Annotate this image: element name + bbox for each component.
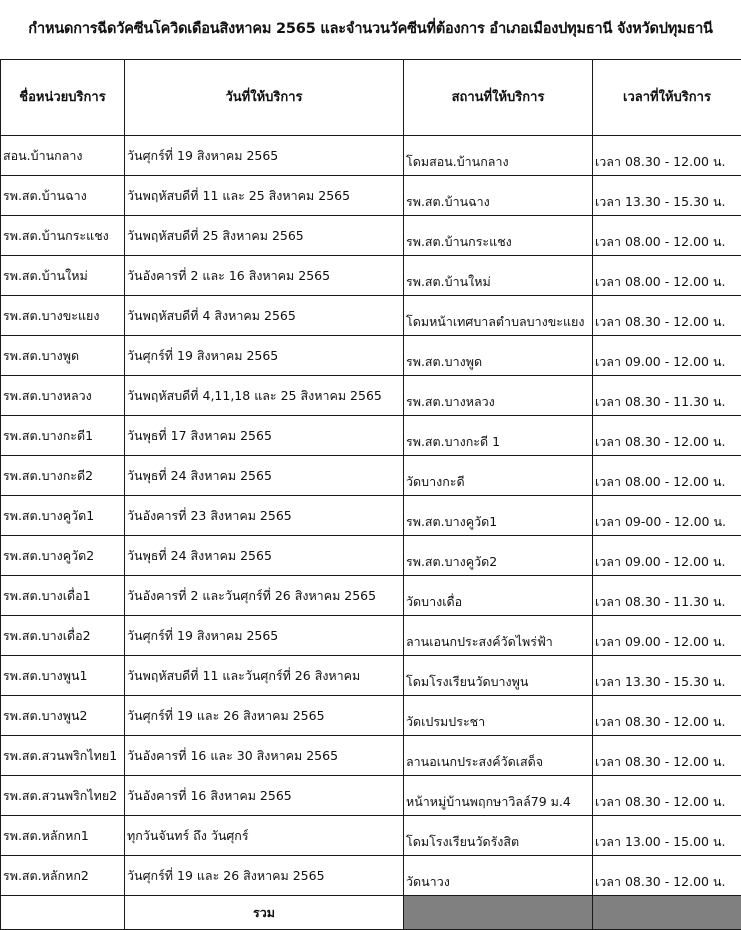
service-date-cell: วันพฤหัสบดีที่ 4 สิงหาคม 2565 bbox=[125, 296, 404, 336]
total-spacer bbox=[1, 896, 125, 930]
unit-name-cell: รพ.สต.บางขะแยง bbox=[1, 296, 125, 336]
service-date-cell: วันอังคารที่ 16 และ 30 สิงหาคม 2565 bbox=[125, 736, 404, 776]
header-service-date: วันที่ให้บริการ bbox=[125, 60, 404, 136]
service-place-cell: วัดบางเดื่อ bbox=[404, 576, 593, 616]
service-time-cell: เวลา 08.30 - 12.00 น. bbox=[593, 736, 741, 776]
table-body bbox=[1, 136, 741, 896]
total-label: รวม bbox=[125, 896, 404, 930]
unit-name-cell: สอน.บ้านกลาง bbox=[1, 136, 125, 176]
total-row bbox=[1, 896, 741, 930]
unit-name-cell: รพ.สต.บางพูด bbox=[1, 336, 125, 376]
service-time-cell: เวลา 09.00 - 12.00 น. bbox=[593, 616, 741, 656]
service-time-cell: เวลา 08.00 - 12.00 น. bbox=[593, 256, 741, 296]
table-row bbox=[1, 256, 741, 296]
unit-name-cell: รพ.สต.บ้านกระแชง bbox=[1, 216, 125, 256]
unit-name-cell: รพ.สต.บ้านฉาง bbox=[1, 176, 125, 216]
table-row bbox=[1, 776, 741, 816]
unit-name-cell: รพ.สต.บางพูน2 bbox=[1, 696, 125, 736]
unit-name-cell: รพ.สต.บางเดื่อ2 bbox=[1, 616, 125, 656]
table-row bbox=[1, 416, 741, 456]
total-place-cell bbox=[404, 896, 593, 930]
service-place-cell: วัดบางกะดี bbox=[404, 456, 593, 496]
service-date-cell: ทุกวันจันทร์ ถึง วันศุกร์ bbox=[125, 816, 404, 856]
service-time-cell: เวลา 08.30 - 12.00 น. bbox=[593, 416, 741, 456]
service-date-cell: วันอังคารที่ 2 และวันศุกร์ที่ 26 สิงหาคม 2565 bbox=[125, 576, 404, 616]
service-date-cell: วันศุกร์ที่ 19 และ 26 สิงหาคม 2565 bbox=[125, 696, 404, 736]
table-row bbox=[1, 176, 741, 216]
schedule-table bbox=[0, 59, 741, 930]
service-place-cell: รพ.สต.บ้านกระแชง bbox=[404, 216, 593, 256]
header-row bbox=[1, 60, 741, 136]
service-time-cell: เวลา 13.00 - 15.00 น. bbox=[593, 816, 741, 856]
table-row bbox=[1, 856, 741, 896]
service-time-cell: เวลา 13.30 - 15.30 น. bbox=[593, 176, 741, 216]
header-unit-name: ชื่อหน่วยบริการ bbox=[1, 60, 125, 136]
service-place-cell: วัดเปรมประชา bbox=[404, 696, 593, 736]
service-time-cell: เวลา 09-00 - 12.00 น. bbox=[593, 496, 741, 536]
unit-name-cell: รพ.สต.หลักหก2 bbox=[1, 856, 125, 896]
service-time-cell: เวลา 08.30 - 12.00 น. bbox=[593, 776, 741, 816]
unit-name-cell: รพ.สต.สวนพริกไทย2 bbox=[1, 776, 125, 816]
header-service-place: สถานที่ให้บริการ bbox=[404, 60, 593, 136]
service-place-cell: รพ.สต.บางพูด bbox=[404, 336, 593, 376]
unit-name-cell: รพ.สต.บางพูน1 bbox=[1, 656, 125, 696]
service-time-cell: เวลา 08.30 - 12.00 น. bbox=[593, 296, 741, 336]
service-place-cell: ลานเอนกประสงค์วัดไพร่ฟ้า bbox=[404, 616, 593, 656]
service-date-cell: วันอังคารที่ 2 และ 16 สิงหาคม 2565 bbox=[125, 256, 404, 296]
service-place-cell: วัดนาวง bbox=[404, 856, 593, 896]
table-row bbox=[1, 296, 741, 336]
service-time-cell: เวลา 13.30 - 15.30 น. bbox=[593, 656, 741, 696]
service-date-cell: วันพฤหัสบดีที่ 11 และ 25 สิงหาคม 2565 bbox=[125, 176, 404, 216]
table-row bbox=[1, 376, 741, 416]
service-date-cell: วันพุธที่ 24 สิงหาคม 2565 bbox=[125, 536, 404, 576]
service-date-cell: วันพุธที่ 17 สิงหาคม 2565 bbox=[125, 416, 404, 456]
unit-name-cell: รพ.สต.บางกะดี2 bbox=[1, 456, 125, 496]
table-row bbox=[1, 496, 741, 536]
service-place-cell: รพ.สต.บางกะดี 1 bbox=[404, 416, 593, 456]
service-date-cell: วันอังคารที่ 23 สิงหาคม 2565 bbox=[125, 496, 404, 536]
page-title: กำหนดการฉีดวัคซีนโควิดเดือนสิงหาคม 2565 และจำนวนวัคซีนที่ต้องการ อำเภอเมืองปทุมธานี จังหวัดปทุมธานี bbox=[0, 0, 741, 56]
table-row bbox=[1, 576, 741, 616]
service-place-cell: รพ.สต.บางหลวง bbox=[404, 376, 593, 416]
service-place-cell: รพ.สต.บางคูวัด2 bbox=[404, 536, 593, 576]
table-row bbox=[1, 136, 741, 176]
service-date-cell: วันศุกร์ที่ 19 และ 26 สิงหาคม 2565 bbox=[125, 856, 404, 896]
table-row bbox=[1, 456, 741, 496]
table-row bbox=[1, 656, 741, 696]
service-time-cell: เวลา 08.30 - 12.00 น. bbox=[593, 696, 741, 736]
service-place-cell: รพ.สต.บ้านใหม่ bbox=[404, 256, 593, 296]
service-place-cell: ลานอเนกประสงค์วัดเสด็จ bbox=[404, 736, 593, 776]
table-row bbox=[1, 216, 741, 256]
service-place-cell: โดมหน้าเทศบาลตำบลบางขะแยง bbox=[404, 296, 593, 336]
service-time-cell: เวลา 08.30 - 12.00 น. bbox=[593, 856, 741, 896]
service-date-cell: วันอังคารที่ 16 สิงหาคม 2565 bbox=[125, 776, 404, 816]
service-time-cell: เวลา 08.30 - 12.00 น. bbox=[593, 136, 741, 176]
unit-name-cell: รพ.สต.บางคูวัด2 bbox=[1, 536, 125, 576]
unit-name-cell: รพ.สต.หลักหก1 bbox=[1, 816, 125, 856]
unit-name-cell: รพ.สต.บางหลวง bbox=[1, 376, 125, 416]
unit-name-cell: รพ.สต.บ้านใหม่ bbox=[1, 256, 125, 296]
table-row bbox=[1, 696, 741, 736]
unit-name-cell: รพ.สต.บางเดื่อ1 bbox=[1, 576, 125, 616]
service-time-cell: เวลา 09.00 - 12.00 น. bbox=[593, 336, 741, 376]
table-row bbox=[1, 816, 741, 856]
table-row bbox=[1, 536, 741, 576]
unit-name-cell: รพ.สต.บางกะดี1 bbox=[1, 416, 125, 456]
table-row bbox=[1, 336, 741, 376]
service-time-cell: เวลา 09.00 - 12.00 น. bbox=[593, 536, 741, 576]
service-date-cell: วันพุธที่ 24 สิงหาคม 2565 bbox=[125, 456, 404, 496]
service-time-cell: เวลา 08.30 - 11.30 น. bbox=[593, 376, 741, 416]
service-place-cell: โดมโรงเรียนวัดบางพูน bbox=[404, 656, 593, 696]
service-date-cell: วันพฤหัสบดีที่ 4,11,18 และ 25 สิงหาคม 2565 bbox=[125, 376, 404, 416]
service-time-cell: เวลา 08.00 - 12.00 น. bbox=[593, 456, 741, 496]
header-service-time: เวลาที่ให้บริการ bbox=[593, 60, 741, 136]
unit-name-cell: รพ.สต.บางคูวัด1 bbox=[1, 496, 125, 536]
service-place-cell: โดมสอน.บ้านกลาง bbox=[404, 136, 593, 176]
service-place-cell: รพ.สต.บางคูวัด1 bbox=[404, 496, 593, 536]
service-time-cell: เวลา 08.30 - 11.30 น. bbox=[593, 576, 741, 616]
service-date-cell: วันพฤหัสบดีที่ 25 สิงหาคม 2565 bbox=[125, 216, 404, 256]
service-time-cell: เวลา 08.00 - 12.00 น. bbox=[593, 216, 741, 256]
service-place-cell: รพ.สต.บ้านฉาง bbox=[404, 176, 593, 216]
table-row bbox=[1, 736, 741, 776]
service-date-cell: วันศุกร์ที่ 19 สิงหาคม 2565 bbox=[125, 136, 404, 176]
total-time-cell bbox=[593, 896, 741, 930]
table-row bbox=[1, 616, 741, 656]
service-date-cell: วันศุกร์ที่ 19 สิงหาคม 2565 bbox=[125, 336, 404, 376]
service-place-cell: โดมโรงเรียนวัดรังสิต bbox=[404, 816, 593, 856]
service-date-cell: วันศุกร์ที่ 19 สิงหาคม 2565 bbox=[125, 616, 404, 656]
unit-name-cell: รพ.สต.สวนพริกไทย1 bbox=[1, 736, 125, 776]
service-date-cell: วันพฤหัสบดีที่ 11 และวันศุกร์ที่ 26 สิงหาคม bbox=[125, 656, 404, 696]
service-place-cell: หน้าหมู่บ้านพฤกษาวิลล์79 ม.4 bbox=[404, 776, 593, 816]
